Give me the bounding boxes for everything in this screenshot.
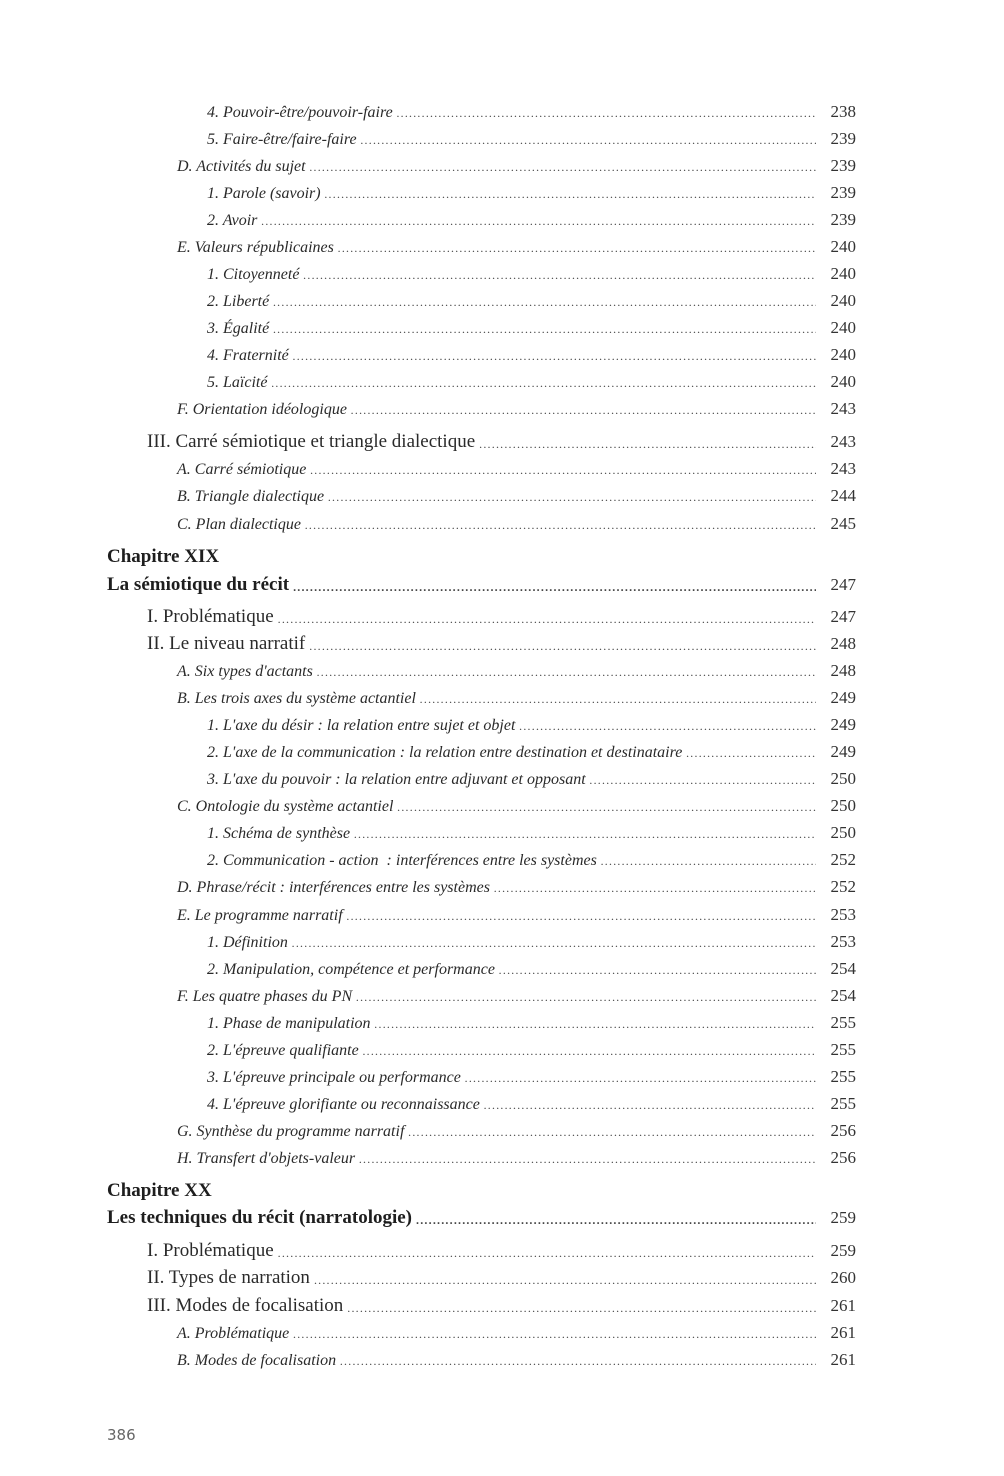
toc-entry-page: 238 [830,102,856,121]
toc-entry-page: 247 [830,575,856,594]
page-number: 386 [107,1426,136,1444]
toc-entry[interactable] [177,688,856,708]
toc-entry-page: 255 [830,1094,856,1113]
toc-entry-page: 255 [830,1040,856,1059]
toc-entry[interactable] [207,102,856,122]
toc-entry-title: 1. L'axe du désir : la relation entre sujet et objet [207,717,516,734]
toc-entry-title: 3. L'axe du pouvoir : la relation entre adjuvant et opposant [207,771,586,788]
toc-entry-page: 239 [830,129,856,148]
toc-entry-title: D. Phrase/récit : interférences entre les systèmes [177,879,490,896]
dot-leader [361,133,816,145]
toc-entry-title: 2. Liberté [207,293,270,310]
toc-entry-page: 250 [830,796,856,815]
toc-entry[interactable] [207,129,856,149]
toc-entry-page: 260 [830,1268,856,1287]
toc-entry[interactable] [177,399,856,419]
toc-entry[interactable] [207,959,856,979]
dot-leader [310,463,816,475]
toc-entry[interactable] [107,574,856,596]
toc-entry[interactable] [207,345,856,365]
toc-entry[interactable] [207,850,856,870]
toc-entry-title: F. Les quatre phases du PN [177,988,353,1005]
toc-entry-title: G. Synthèse du programme narratif [177,1123,405,1140]
dot-leader [420,692,816,704]
dot-leader [363,1044,816,1056]
toc-entry[interactable] [207,1013,856,1033]
toc-entry-title: 1. Schéma de synthèse [207,825,351,842]
toc-entry-title: 4. Pouvoir-être/pouvoir-faire [207,104,393,121]
toc-entry[interactable] [207,291,856,311]
dot-leader [601,854,816,866]
toc-entry[interactable] [207,823,856,843]
toc-entry-title: 5. Faire-être/faire-faire [207,131,357,148]
toc-entry[interactable] [207,372,856,392]
toc-entry[interactable] [207,1040,856,1060]
toc-entry-title: A. Problématique [177,1325,290,1342]
dot-leader [347,909,816,921]
toc-entry-page: 254 [830,959,856,978]
toc-entry-page: 259 [830,1208,856,1227]
toc-entry[interactable] [207,769,856,789]
toc-entry[interactable] [177,514,856,534]
toc-entry-title: A. Six types d'actants [177,663,313,680]
dot-leader [479,437,816,449]
dot-leader [314,1273,816,1285]
toc-entry-title: F. Orientation idéologique [177,401,347,418]
toc-entry-page: 256 [830,1121,856,1140]
toc-entry[interactable] [207,742,856,762]
dot-leader [354,827,816,839]
toc-entry-title: La sémiotique du récit [107,574,290,595]
dot-leader [397,106,816,118]
toc-entry-title: C. Ontologie du système actantiel [177,798,394,815]
toc-entry-page: 243 [830,399,856,418]
dot-leader [325,187,816,199]
dot-leader [494,881,816,893]
toc-entry-title: I. Problématique [147,1240,274,1261]
toc-entry-title: C. Plan dialectique [177,516,301,533]
dot-leader [375,1017,816,1029]
toc-entry-title: 1. Phase de manipulation [207,1015,371,1032]
toc-entry[interactable] [177,905,856,925]
toc-entry-title: 4. Fraternité [207,347,289,364]
toc-entry[interactable] [207,318,856,338]
dot-leader [309,639,816,651]
toc-entry-page: 252 [830,850,856,869]
toc-entry[interactable] [147,1295,856,1317]
toc-entry-page: 250 [830,823,856,842]
dot-leader [293,580,816,592]
toc-entry-title: 4. L'épreuve glorifiante ou reconnaissance [207,1096,480,1113]
toc-entry[interactable] [177,796,856,816]
dot-leader [351,403,816,415]
toc-entry-page: 256 [830,1148,856,1167]
toc-entry-page: 252 [830,877,856,896]
toc-entry-page: 250 [830,769,856,788]
chapter-heading-xix: Chapitre XIX [107,546,220,567]
toc-entry[interactable] [177,237,856,257]
toc-entry[interactable] [147,606,856,628]
dot-leader [305,518,816,530]
toc-entry-page: 244 [830,486,856,505]
toc-entry[interactable] [177,661,856,681]
toc-entry-page: 261 [830,1350,856,1369]
toc-entry[interactable] [207,1067,856,1087]
dot-leader [317,665,816,677]
dot-leader [292,936,816,948]
toc-entry[interactable] [207,1094,856,1114]
toc-entry-page: 243 [830,432,856,451]
dot-leader [416,1213,816,1225]
toc-entry[interactable] [177,986,856,1006]
toc-entry-page: 239 [830,210,856,229]
dot-leader [484,1098,816,1110]
toc-entry-title: B. Triangle dialectique [177,488,325,505]
toc-entry-title: 1. Définition [207,934,288,951]
toc-entry-page: 240 [830,345,856,364]
toc-entry[interactable] [207,183,856,203]
toc-entry-title: III. Modes de focalisation [147,1295,344,1316]
dot-leader [347,1301,816,1313]
toc-entry[interactable] [177,486,856,506]
toc-entry-page: 255 [830,1013,856,1032]
toc-entry-title: 3. L'épreuve principale ou performance [207,1069,461,1086]
dot-leader [465,1071,816,1083]
dot-leader [261,214,816,226]
toc-entry[interactable] [177,156,856,176]
toc-entry-page: 240 [830,264,856,283]
toc-entry-title: A. Carré sémiotique [177,461,307,478]
toc-entry-title: 2. L'axe de la communication : la relation entre destination et destinataire [207,744,683,761]
toc-entry-title: 1. Citoyenneté [207,266,300,283]
toc-entry-page: 243 [830,459,856,478]
toc-entry[interactable] [207,932,856,952]
chapter-heading-xx: Chapitre XX [107,1180,212,1201]
dot-leader [359,1152,816,1164]
toc-entry[interactable] [177,1121,856,1141]
toc-entry-title: E. Le programme narratif [177,907,343,924]
toc-entry-page: 240 [830,237,856,256]
dot-leader [273,295,816,307]
toc-entry-page: 239 [830,156,856,175]
toc-entry-title: II. Le niveau narratif [147,633,306,654]
toc-entry-page: 249 [830,742,856,761]
dot-leader [303,268,816,280]
dot-leader [271,376,816,388]
toc-entry-title: III. Carré sémiotique et triangle dialectique [147,431,476,452]
toc-entry-page: 253 [830,905,856,924]
toc-entry[interactable] [177,877,856,897]
toc-entry[interactable] [147,633,856,655]
toc-entry-title: 2. Avoir [207,212,258,229]
toc-entry-title: Les techniques du récit (narratologie) [107,1207,413,1228]
dot-leader [328,490,816,502]
toc-entry[interactable] [207,264,856,284]
toc-entry-page: 249 [830,715,856,734]
toc-entry-page: 248 [830,634,856,653]
toc-entry-title: D. Activités du sujet [177,158,306,175]
toc-entry-page: 248 [830,661,856,680]
toc-entry[interactable] [147,431,856,453]
dot-leader [499,963,816,975]
toc-entry-page: 239 [830,183,856,202]
toc-entry-title: H. Transfert d'objets-valeur [177,1150,356,1167]
toc-entry-title: II. Types de narration [147,1267,310,1288]
dot-leader [686,746,816,758]
dot-leader [356,990,816,1002]
dot-leader [273,322,816,334]
toc-entry-title: 2. Manipulation, compétence et performance [207,961,495,978]
dot-leader [340,1354,816,1366]
toc-entry-title: 3. Égalité [207,320,270,337]
toc-entry[interactable] [147,1267,856,1289]
toc-entry-title: B. Modes de focalisation [177,1352,337,1369]
dot-leader [278,612,816,624]
toc-entry[interactable] [177,1323,856,1343]
toc-entry-page: 253 [830,932,856,951]
toc-entry[interactable] [207,210,856,230]
dot-leader [397,800,816,812]
toc-entry-page: 245 [830,514,856,533]
toc-entry-title: 2. Communication - action : interférences entre les systèmes [207,852,597,869]
dot-leader [310,160,816,172]
dot-leader [408,1125,816,1137]
toc-entry-title: 1. Parole (savoir) [207,185,321,202]
toc-entry-page: 240 [830,372,856,391]
toc-entry-title: 2. L'épreuve qualifiante [207,1042,359,1059]
toc-entry-title: E. Valeurs républicaines [177,239,334,256]
dot-leader [519,719,816,731]
toc-entry-title: I. Problématique [147,606,274,627]
toc-entry-title: B. Les trois axes du système actantiel [177,690,416,707]
toc-entry[interactable] [177,459,856,479]
toc-entry[interactable] [177,1148,856,1168]
toc-entry-title: 5. Laïcité [207,374,268,391]
toc-entry-page: 259 [830,1241,856,1260]
dot-leader [278,1246,816,1258]
toc-entry-page: 261 [830,1296,856,1315]
toc-entry-page: 254 [830,986,856,1005]
dot-leader [338,241,816,253]
toc-entry[interactable] [107,1207,856,1229]
toc-entry-page: 261 [830,1323,856,1342]
dot-leader [293,1327,816,1339]
dot-leader [590,773,816,785]
toc-entry-page: 240 [830,291,856,310]
toc-entry[interactable] [177,1350,856,1370]
toc-entry[interactable] [147,1240,856,1262]
toc-entry-page: 255 [830,1067,856,1086]
dot-leader [293,349,816,361]
toc-entry-page: 247 [830,607,856,626]
toc-entry[interactable] [207,715,856,735]
toc-entry-page: 249 [830,688,856,707]
toc-entry-page: 240 [830,318,856,337]
